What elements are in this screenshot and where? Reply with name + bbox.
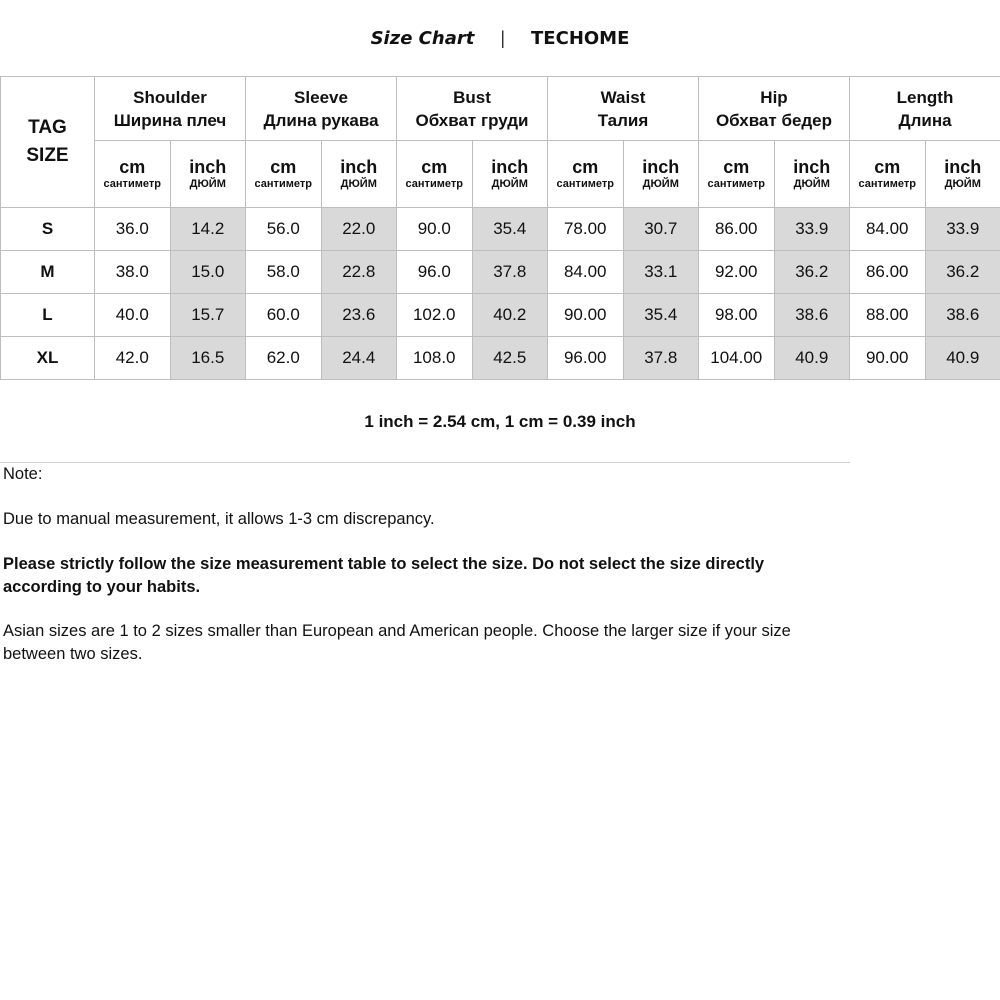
inch-value-cell: 15.7	[170, 294, 246, 337]
cm-value-cell: 38.0	[95, 251, 171, 294]
unit-cm: cm	[270, 157, 297, 177]
cm-value-cell: 108.0	[397, 337, 473, 380]
unit-header-inch	[925, 141, 1000, 208]
cm-value-cell: 78.00	[548, 208, 624, 251]
table-row	[1, 294, 1000, 337]
cm-value-cell: 62.0	[246, 337, 322, 380]
inch-value-cell: 30.7	[623, 208, 699, 251]
group-en: Length	[896, 87, 954, 107]
unit-cm-ru: сантиметр	[858, 178, 916, 190]
unit-inch: inch	[642, 157, 680, 177]
cm-value-cell: 88.00	[850, 294, 926, 337]
unit-inch-ru: ДЮЙМ	[491, 178, 528, 190]
unit-cm-ru: сантиметр	[405, 178, 463, 190]
column-group-header	[850, 77, 1000, 141]
group-en: Bust	[453, 87, 491, 107]
inch-value-cell: 23.6	[321, 294, 397, 337]
column-group-header	[699, 77, 850, 141]
tag-label: TAG	[28, 117, 67, 138]
note-heading: Note:	[3, 465, 43, 483]
cm-value-cell: 102.0	[397, 294, 473, 337]
unit-header-cm	[850, 141, 926, 208]
table-row	[1, 337, 1000, 380]
size-cell: S	[1, 208, 95, 251]
inch-value-cell: 14.2	[170, 208, 246, 251]
cm-value-cell: 92.00	[699, 251, 775, 294]
inch-value-cell: 33.9	[925, 208, 1000, 251]
column-group-header	[548, 77, 699, 141]
cm-value-cell: 60.0	[246, 294, 322, 337]
unit-cm: cm	[874, 157, 901, 177]
inch-value-cell: 36.2	[925, 251, 1000, 294]
column-group-header	[246, 77, 397, 141]
unit-cm: cm	[572, 157, 599, 177]
group-en: Waist	[600, 87, 646, 107]
inch-value-cell: 36.2	[774, 251, 850, 294]
cm-value-cell: 56.0	[246, 208, 322, 251]
table-row	[1, 208, 1000, 251]
inch-value-cell: 33.1	[623, 251, 699, 294]
table-row	[1, 251, 1000, 294]
unit-inch: inch	[491, 157, 529, 177]
unit-inch: inch	[189, 157, 227, 177]
unit-inch: inch	[340, 157, 378, 177]
group-en: Sleeve	[294, 87, 348, 107]
inch-value-cell: 22.0	[321, 208, 397, 251]
size-cell: M	[1, 251, 95, 294]
group-ru: Длина	[898, 110, 952, 130]
group-ru: Обхват бедер	[715, 110, 833, 130]
unit-header-cm	[246, 141, 322, 208]
inch-value-cell: 37.8	[472, 251, 548, 294]
unit-inch-ru: ДЮЙМ	[189, 178, 226, 190]
unit-cm-ru: сантиметр	[556, 178, 614, 190]
size-cell: L	[1, 294, 95, 337]
inch-value-cell: 40.2	[472, 294, 548, 337]
group-ru: Длина рукава	[263, 110, 379, 130]
title-separator: |	[500, 28, 506, 48]
cm-value-cell: 84.00	[548, 251, 624, 294]
cm-value-cell: 98.00	[699, 294, 775, 337]
inch-value-cell: 40.9	[925, 337, 1000, 380]
group-ru: Ширина плеч	[113, 110, 227, 130]
brand-name: TECHOME	[531, 28, 630, 49]
group-en: Hip	[760, 87, 788, 107]
cm-value-cell: 96.0	[397, 251, 473, 294]
unit-header-cm	[699, 141, 775, 208]
chart-title	[0, 28, 1000, 49]
unit-inch-ru: ДЮЙМ	[642, 178, 679, 190]
cm-value-cell: 104.00	[699, 337, 775, 380]
title-size-chart: Size Chart	[370, 28, 475, 49]
cm-value-cell: 86.00	[850, 251, 926, 294]
size-cell: XL	[1, 337, 95, 380]
unit-header-cm	[397, 141, 473, 208]
unit-inch: inch	[944, 157, 982, 177]
cm-value-cell: 90.0	[397, 208, 473, 251]
unit-header-inch	[774, 141, 850, 208]
cm-value-cell: 96.00	[548, 337, 624, 380]
cm-value-cell: 86.00	[699, 208, 775, 251]
unit-cm-ru: сантиметр	[254, 178, 312, 190]
unit-inch-ru: ДЮЙМ	[793, 178, 830, 190]
inch-value-cell: 42.5	[472, 337, 548, 380]
inch-value-cell: 38.6	[925, 294, 1000, 337]
cm-value-cell: 90.00	[548, 294, 624, 337]
unit-header-inch	[472, 141, 548, 208]
inch-value-cell: 22.8	[321, 251, 397, 294]
unit-cm: cm	[119, 157, 146, 177]
unit-header-inch	[170, 141, 246, 208]
group-en: Shoulder	[133, 87, 207, 107]
inch-value-cell: 35.4	[472, 208, 548, 251]
group-ru: Обхват груди	[415, 110, 529, 130]
inch-value-cell: 15.0	[170, 251, 246, 294]
note-2: Please strictly follow the size measurement table to select the size. Do not select the size directly according to your habits.	[3, 555, 765, 596]
note-1: Due to manual measurement, it allows 1-3 cm discrepancy.	[3, 510, 435, 528]
tag-size-header	[1, 77, 95, 208]
cm-value-cell: 40.0	[95, 294, 171, 337]
size-label: SIZE	[26, 145, 69, 166]
inch-value-cell: 16.5	[170, 337, 246, 380]
conversion-note: 1 inch = 2.54 cm, 1 cm = 0.39 inch	[364, 412, 636, 431]
inch-value-cell: 33.9	[774, 208, 850, 251]
inch-value-cell: 40.9	[774, 337, 850, 380]
column-group-header	[95, 77, 246, 141]
unit-inch-ru: ДЮЙМ	[340, 178, 377, 190]
unit-cm-ru: сантиметр	[103, 178, 161, 190]
unit-inch-ru: ДЮЙМ	[944, 178, 981, 190]
group-ru: Талия	[597, 110, 649, 130]
unit-header-inch	[321, 141, 397, 208]
cm-value-cell: 58.0	[246, 251, 322, 294]
inch-value-cell: 35.4	[623, 294, 699, 337]
unit-cm: cm	[421, 157, 448, 177]
size-table	[0, 76, 1000, 380]
unit-inch: inch	[793, 157, 831, 177]
unit-cm: cm	[723, 157, 750, 177]
note-3: Asian sizes are 1 to 2 sizes smaller than European and American people. Choose the larger size if your size between two sizes.	[3, 622, 791, 663]
cm-value-cell: 84.00	[850, 208, 926, 251]
unit-header-cm	[548, 141, 624, 208]
inch-value-cell: 37.8	[623, 337, 699, 380]
cm-value-cell: 42.0	[95, 337, 171, 380]
unit-cm-ru: сантиметр	[707, 178, 765, 190]
cm-value-cell: 90.00	[850, 337, 926, 380]
inch-value-cell: 24.4	[321, 337, 397, 380]
inch-value-cell: 38.6	[774, 294, 850, 337]
column-group-header	[397, 77, 548, 141]
cm-value-cell: 36.0	[95, 208, 171, 251]
unit-header-inch	[623, 141, 699, 208]
unit-header-cm	[95, 141, 171, 208]
